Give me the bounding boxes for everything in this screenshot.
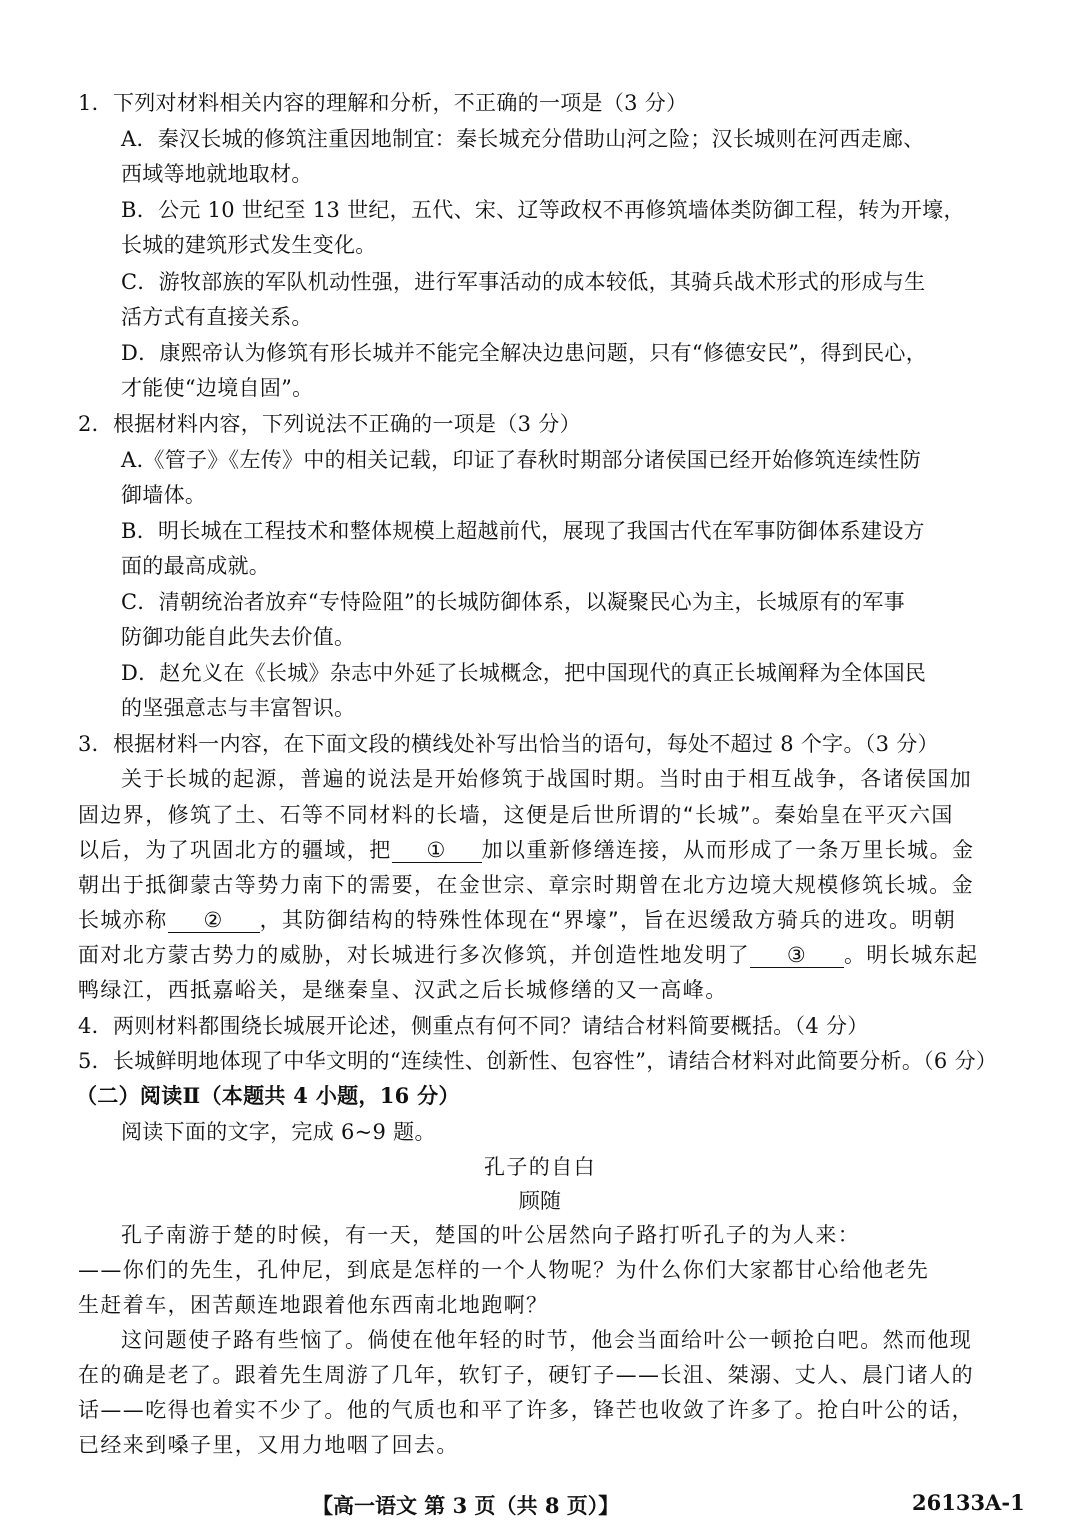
q3-passage-line5 [78, 906, 956, 934]
q3-passage-line2: 固边界，修筑了土、石等不同材料的长墙，这便是后世所谓的“长城”。秦始皇在平灭六国 [78, 803, 954, 827]
q2-option-d-line1: D．赵允义在《长城》杂志中外延了长城概念，把中国现代的真正长城阐释为全体国民 [121, 661, 927, 685]
q3-passage-line3-end: 加以重新修缮连接，从而形成了一条万里长城。金 [481, 838, 975, 862]
article-line7: 已经来到嗓子里，又用力地咽了回去。 [78, 1433, 459, 1457]
q1-stem: 1．下列对材料相关内容的理解和分析，不正确的一项是（3 分） [78, 91, 688, 115]
article-line1: 孔子南游于楚的时候，有一天，楚国的叶公居然向子路打听孔子的为人来： [121, 1223, 861, 1247]
q3-stem: 3．根据材料一内容，在下面文段的横线处补写出恰当的语句，每处不超过 8 个字。（3 分） [78, 732, 939, 756]
q3-passage-line4: 朝出于抵御蒙古等势力南下的需要，在金世宗、章宗时期曾在北方边境大规模修筑长城。金 [78, 873, 974, 897]
article-title: 孔子的自白 [484, 1155, 596, 1179]
article-line4: 这问题使子路有些恼了。倘使在他年轻的时节，他会当面给叶公一顿抢白吧。然而他现 [121, 1328, 973, 1352]
q1-option-a-line1: A．秦汉长城的修筑注重因地制宜：秦长城充分借助山河之险；汉长城则在河西走廊、 [121, 127, 925, 151]
section-2-instruction: 阅读下面的文字，完成 6~9 题。 [121, 1120, 436, 1144]
q1-option-c-line1: C．游牧部族的军队机动性强，进行军事活动的成本较低，其骑兵战术形式的形成与生 [121, 270, 926, 294]
page-number-label: 【高一语文 第 3 页（共 8 页）】 [312, 1493, 620, 1518]
q1-option-a-line2: 西域等地就地取材。 [121, 162, 313, 186]
q3-passage-line1: 关于长城的起源，普遍的说法是开始修筑于战国时期。当时由于相互战争，各诸侯国加 [121, 767, 973, 791]
q3-passage-line5-end: ，其防御结构的特殊性体现在“界壕”，旨在迟缓敌方骑兵的进攻。明朝 [259, 908, 957, 932]
q3-passage-line6-start: 面对北方蒙古势力的威胁，对长城进行多次修筑，并创造性地发明了 [78, 943, 750, 967]
q2-stem: 2．根据材料内容，下列说法不正确的一项是（3 分） [78, 412, 581, 436]
q2-option-c-line1: C．清朝统治者放弃“专恃险阻”的长城防御体系，以凝聚民心为主，长城原有的军事 [121, 590, 905, 614]
q2-option-c-line2: 防御功能自此失去价值。 [121, 625, 356, 649]
article-author: 顾随 [518, 1189, 562, 1213]
q3-passage-line3-start: 以后，为了巩固北方的疆域，把 [78, 838, 392, 862]
q2-option-a-line2: 御墙体。 [121, 483, 207, 507]
q3-passage-line5-start: 长城亦称 [78, 908, 168, 932]
article-line5: 在的确是老了。跟着先生周游了几年，软钉子，硬钉子——长沮、桀溺、丈人、晨门诸人的 [78, 1363, 974, 1387]
q4-stem: 4．两则材料都围绕长城展开论述，侧重点有何不同？请结合材料简要概括。（4 分） [78, 1014, 869, 1038]
exam-code: 26133A-1 [912, 1490, 1025, 1515]
q2-option-b-line2: 面的最高成就。 [121, 554, 271, 578]
q3-passage-line7: 鸭绿江，西抵嘉峪关，是继秦皇、汉武之后长城修缮的又一高峰。 [78, 978, 728, 1002]
q1-option-b-line1: B．公元 10 世纪至 13 世纪，五代、宋、辽等政权不再修筑墙体类防御工程，转为开壕， [121, 198, 965, 222]
q2-option-d-line2: 的坚强意志与丰富智识。 [121, 696, 356, 720]
q3-passage-line6-end: 。明长城东起 [844, 943, 979, 967]
q1-option-c-line2: 活方式有直接关系。 [121, 305, 313, 329]
article-line3: 生赶着车，困苦颠连地跟着他东西南北地跑啊？ [78, 1293, 549, 1317]
q5-stem: 5．长城鲜明地体现了中华文明的“连续性、创新性、包容性”，请结合材料对此简要分析。（6 分） [78, 1049, 998, 1073]
q3-passage-line3 [78, 836, 974, 864]
answer-blank-1[interactable]: ① [392, 838, 482, 863]
q2-option-a-line1: A.《管子》《左传》中的相关记载，印证了春秋时期部分诸侯国已经开始修筑连续性防 [121, 448, 922, 472]
answer-blank-2[interactable]: ② [168, 908, 260, 933]
answer-blank-3[interactable]: ③ [750, 943, 844, 968]
q3-passage-line6 [78, 941, 978, 969]
q2-option-b-line1: B．明长城在工程技术和整体规模上超越前代，展现了我国古代在军事防御体系建设方 [121, 519, 925, 543]
q1-option-d-line1: D．康熙帝认为修筑有形长城并不能完全解决边患问题，只有“修德安民”，得到民心， [121, 341, 928, 365]
q1-option-d-line2: 才能使“边境自固”。 [121, 376, 314, 400]
section-2-heading: （二）阅读Ⅱ（本题共 4 小题，16 分） [76, 1083, 460, 1108]
article-line6: 话——吃得也着实不少了。他的气质也和平了许多，锋芒也收敛了许多了。抢白叶公的话， [78, 1398, 974, 1422]
q1-option-b-line2: 长城的建筑形式发生变化。 [121, 233, 377, 257]
article-line2: ——你们的先生，孔仲尼，到底是怎样的一个人物呢？为什么你们大家都甘心给他老先 [78, 1258, 930, 1282]
